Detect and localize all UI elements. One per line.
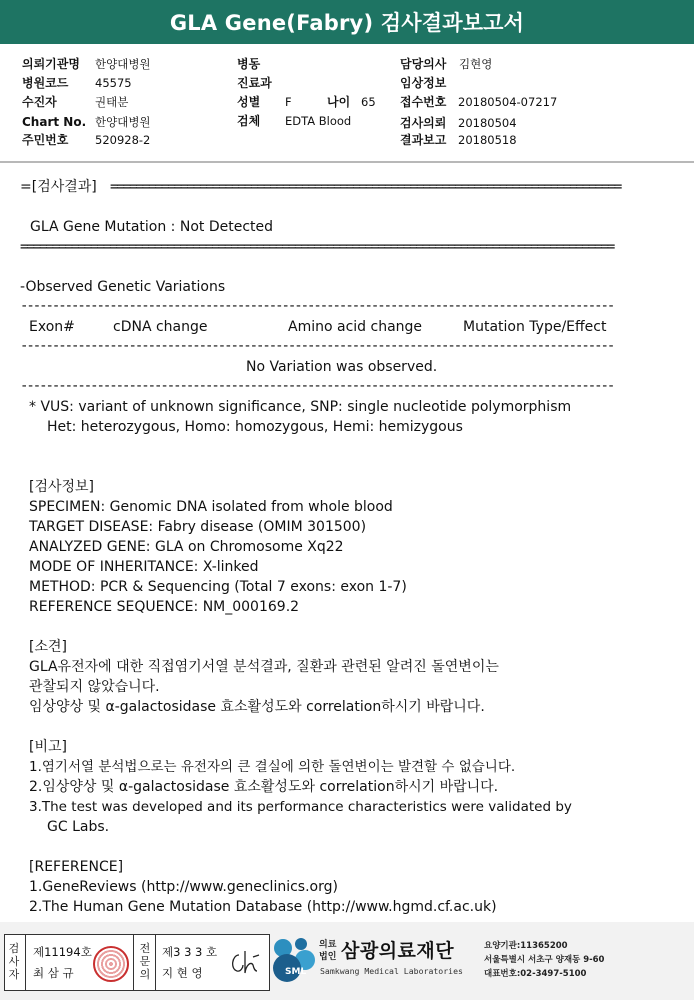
remarks-heading: [비고] <box>29 739 67 755</box>
header-info <box>0 50 694 158</box>
examiner-name: 최 삼 규 <box>33 966 74 980</box>
report-date-label: 결과보고 <box>400 133 447 147</box>
sex-label: 성별 <box>237 95 261 109</box>
chart-no-value: 한양대병원 <box>95 115 151 129</box>
org-prefix-top: 의료 <box>319 940 337 950</box>
single-rule: --------------------------------------------------------------------------------------------- <box>20 379 614 393</box>
single-rule: --------------------------------------------------------------------------------------------- <box>20 299 614 313</box>
report-title: GLA Gene(Fabry) 검사결과보고서 <box>0 0 694 44</box>
age-value: 65 <box>361 95 376 109</box>
chart-no-label: Chart No. <box>22 115 87 129</box>
hospital-code-label: 병원코드 <box>22 76 69 90</box>
clinical-info-label: 임상정보 <box>400 76 447 90</box>
specialist-name: 지 현 영 <box>162 966 203 980</box>
method-line: METHOD: PCR & Sequencing (Total 7 exons: exon 1-7) <box>29 579 407 595</box>
examiner-seal <box>93 946 129 982</box>
org-name: 삼광의료재단 <box>341 940 455 962</box>
examiner-license: 제11194호 <box>33 945 92 959</box>
org-address: 서울특별시 서초구 양재동 9-60 <box>484 955 605 965</box>
col-amino-acid: Amino acid change <box>288 319 423 335</box>
reference-1: 1.GeneReviews (http://www.geneclinics.org) <box>29 879 338 895</box>
col-mutation-type: Mutation Type/Effect <box>463 319 607 335</box>
header-divider <box>0 161 694 163</box>
department-label: 진료과 <box>237 76 272 90</box>
opinion-line-3: 임상양상 및 α-galactosidase 효소활성도와 correlation하시기 바랍니다. <box>29 699 485 715</box>
result-section-label: =[검사결과] <box>20 179 97 195</box>
single-rule: --------------------------------------------------------------------------------------------- <box>20 339 614 353</box>
remark-3: 3.The test was developed and its performance characteristics were validated by <box>29 799 572 815</box>
abbrev-note-2: Het: heterozygous, Homo: homozygous, Hemi: hemizygous <box>47 419 463 435</box>
receipt-no-value: 20180504-07217 <box>458 95 558 109</box>
signature-box <box>4 934 270 991</box>
org-english-name: Samkwang Medical Laboratories <box>320 966 463 976</box>
receipt-no-label: 접수번호 <box>400 95 447 109</box>
report-date-value: 20180518 <box>458 133 517 147</box>
svg-text:SML: SML <box>285 967 307 977</box>
analyzed-gene-line: ANALYZED GENE: GLA on Chromosome Xq22 <box>29 539 344 555</box>
target-disease-line: TARGET DISEASE: Fabry disease (OMIM 301500) <box>29 519 367 535</box>
abbrev-note-1: * VUS: variant of unknown significance, SNP: single nucleotide polymorphism <box>29 399 572 415</box>
patient-value: 권태분 <box>95 95 129 109</box>
request-date-value: 20180504 <box>458 116 517 130</box>
double-rule: ================================================================================ <box>110 180 621 194</box>
resident-no-label: 주민번호 <box>22 133 69 147</box>
col-cdna: cDNA change <box>113 319 208 335</box>
specialist-vertical-label: 전 문 의 <box>139 942 151 981</box>
doctor-value: 김현영 <box>459 57 493 71</box>
opinion-heading: [소견] <box>29 639 67 655</box>
org-code: 요양기관:11365200 <box>484 941 568 951</box>
no-variation-text: No Variation was observed. <box>246 359 438 375</box>
specimen-line: SPECIMEN: Genomic DNA isolated from whole blood <box>29 499 393 515</box>
ward-label: 병동 <box>237 57 261 71</box>
request-date-label: 검사의뢰 <box>400 116 447 130</box>
hospital-code-value: 45575 <box>95 76 132 90</box>
specialist-license: 제3 3 3 호 <box>162 945 218 959</box>
remark-3-cont: GC Labs. <box>47 819 110 835</box>
test-info-heading: [검사정보] <box>29 479 95 495</box>
reference-2: 2.The Human Gene Mutation Database (http://www.hgmd.cf.ac.uk) <box>29 899 497 915</box>
specimen-label: 검체 <box>237 114 261 128</box>
specialist-signature-icon <box>227 949 263 977</box>
patient-label: 수진자 <box>22 95 57 109</box>
sex-value: F <box>285 95 292 109</box>
institution-value: 한양대병원 <box>95 57 151 71</box>
double-rule: ============================================================================================= <box>20 240 614 254</box>
org-phone: 대표번호:02-3497-5100 <box>484 969 587 979</box>
reference-sequence-line: REFERENCE SEQUENCE: NM_000169.2 <box>29 599 300 615</box>
references-heading: [REFERENCE] <box>29 859 124 875</box>
doctor-label: 담당의사 <box>400 57 447 71</box>
sml-logo-icon <box>271 936 317 984</box>
org-prefix-bottom: 법인 <box>319 952 337 962</box>
remark-1: 1.염기서열 분석법으로는 유전자의 큰 결실에 의한 돌연변이는 발견할 수 없습니다. <box>29 759 516 775</box>
col-exon: Exon# <box>29 319 75 335</box>
opinion-line-2: 관찰되지 않았습니다. <box>29 679 160 695</box>
inheritance-line: MODE OF INHERITANCE: X-linked <box>29 559 259 575</box>
age-label: 나이 <box>327 95 351 109</box>
opinion-line-1: GLA유전자에 대한 직접염기서열 분석결과, 질환과 관련된 알려진 돌연변이는 <box>29 659 499 675</box>
observed-variations-title: -Observed Genetic Variations <box>20 279 226 295</box>
resident-no-value: 520928-2 <box>95 133 151 147</box>
remark-2: 2.임상양상 및 α-galactosidase 효소활성도와 correlation하시기 바랍니다. <box>29 779 499 795</box>
mutation-result: GLA Gene Mutation : Not Detected <box>30 219 274 235</box>
specimen-value: EDTA Blood <box>285 114 352 128</box>
institution-label: 의뢰기관명 <box>22 57 80 71</box>
examiner-vertical-label: 검 사 자 <box>8 942 20 981</box>
